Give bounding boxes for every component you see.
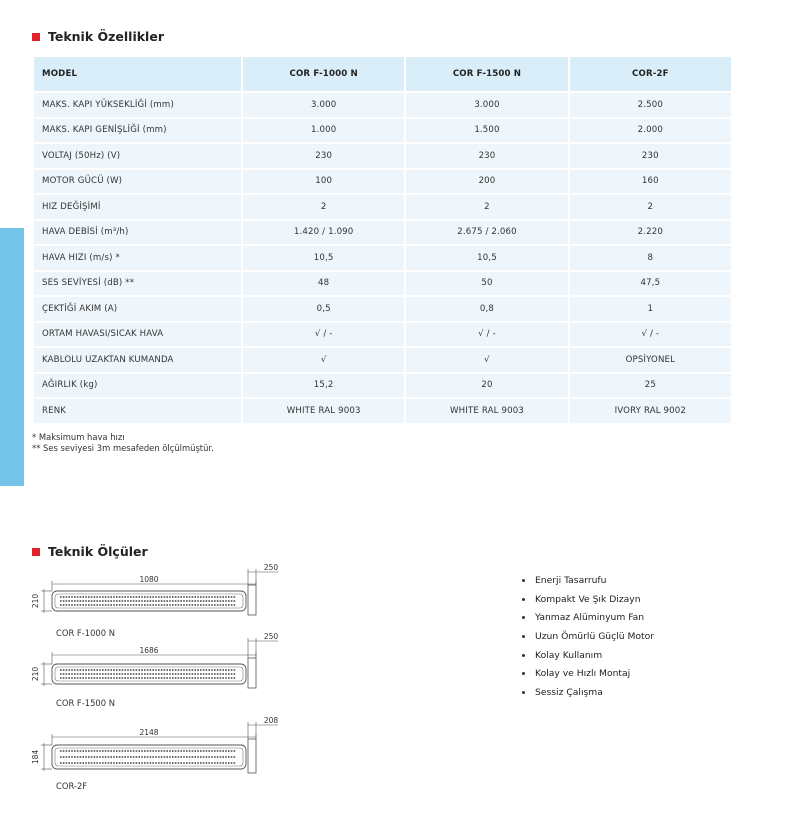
feature-text: Sessiz Çalışma	[535, 686, 603, 698]
table-cell: 2.675 / 2.060	[406, 221, 567, 245]
feature-list	[522, 571, 654, 702]
row-label: RENK	[34, 399, 241, 423]
feature-text: Kolay ve Hızlı Montaj	[535, 668, 631, 680]
column-header-model: MODEL	[34, 57, 241, 91]
length-label: 1686	[139, 646, 159, 655]
table-cell: 160	[570, 170, 731, 194]
feature-item	[522, 608, 654, 627]
column-header: COR-2F	[570, 57, 731, 91]
table-cell: 2	[406, 195, 567, 219]
table-cell: 2.500	[570, 93, 731, 117]
bullet-icon	[522, 672, 525, 675]
feature-item	[522, 646, 654, 665]
section-title-text: Teknik Ölçüler	[48, 544, 148, 559]
table-cell: 48	[243, 272, 404, 296]
table-cell: 2	[570, 195, 731, 219]
table-cell: 3.000	[243, 93, 404, 117]
unit-side-block	[248, 585, 256, 615]
table-row	[34, 323, 731, 347]
row-label: HAVA DEBİSİ (m³/h)	[34, 221, 241, 245]
table-cell: 10,5	[243, 246, 404, 270]
table-cell: √	[406, 348, 567, 372]
table-cell: 3.000	[406, 93, 567, 117]
feature-text: Yanmaz Alüminyum Fan	[535, 612, 645, 624]
table-cell: 10,5	[406, 246, 567, 270]
bullet-icon	[522, 598, 525, 601]
feature-item	[522, 683, 654, 702]
row-label: MOTOR GÜCÜ (W)	[34, 170, 241, 194]
footnotes	[32, 432, 214, 454]
row-label: ORTAM HAVASI/SICAK HAVA	[34, 323, 241, 347]
table-cell: √ / -	[243, 323, 404, 347]
table-cell: 200	[406, 170, 567, 194]
table-cell: OPSİYONEL	[570, 348, 731, 372]
row-label: SES SEVİYESİ (dB) **	[34, 272, 241, 296]
bullet-icon	[522, 579, 525, 582]
section-title-dimensions	[32, 544, 148, 559]
table-row	[34, 348, 731, 372]
footnote: ** Ses seviyesi 3m mesafeden ölçülmüştür.	[32, 443, 214, 453]
table-cell: 0,8	[406, 297, 567, 321]
column-header: COR F-1000 N	[243, 57, 404, 91]
footnote: * Maksimum hava hızı	[32, 432, 125, 442]
table-cell: 15,2	[243, 374, 404, 398]
table-cell: 230	[243, 144, 404, 168]
table-row	[34, 246, 731, 270]
row-label: MAKS. KAPI YÜKSEKLİĞİ (mm)	[34, 93, 241, 117]
bullet-icon	[522, 691, 525, 694]
table-cell: 47,5	[570, 272, 731, 296]
table-cell: 230	[406, 144, 567, 168]
row-label: MAKS. KAPI GENİŞLİĞİ (mm)	[34, 119, 241, 143]
table-row	[34, 297, 731, 321]
column-header: COR F-1500 N	[406, 57, 567, 91]
bullet-icon	[522, 654, 525, 657]
table-cell: 2	[243, 195, 404, 219]
spec-table	[32, 55, 733, 425]
table-cell: 25	[570, 374, 731, 398]
depth-label: 208	[263, 716, 279, 725]
table-cell: 2.000	[570, 119, 731, 143]
table-row	[34, 221, 731, 245]
feature-item	[522, 664, 654, 683]
table-row	[34, 144, 731, 168]
table-cell: WHITE RAL 9003	[243, 399, 404, 423]
table-row	[34, 272, 731, 296]
feature-text: Uzun Ömürlü Güçlü Motor	[535, 630, 655, 642]
table-row	[34, 170, 731, 194]
bullet-icon	[522, 616, 525, 619]
table-row	[34, 399, 731, 423]
table-cell: √	[243, 348, 404, 372]
row-label: ÇEKTİĞİ AKIM (A)	[34, 297, 241, 321]
depth-label: 250	[263, 563, 279, 572]
table-cell: 100	[243, 170, 404, 194]
feature-text: Kompakt Ve Şık Dizayn	[535, 593, 641, 605]
table-cell: WHITE RAL 9003	[406, 399, 567, 423]
table-row	[34, 119, 731, 143]
table-cell: 8	[570, 246, 731, 270]
drawing-caption: COR F-1500 N	[56, 698, 116, 708]
dimension-drawings	[0, 560, 300, 800]
table-row	[34, 195, 731, 219]
height-label: 184	[31, 749, 40, 765]
row-label: KABLOLU UZAKTAN KUMANDA	[34, 348, 241, 372]
bullet-icon	[522, 635, 525, 638]
row-label: VOLTAJ (50Hz) (V)	[34, 144, 241, 168]
length-label: 1080	[139, 575, 159, 584]
feature-text: Enerji Tasarrufu	[535, 574, 607, 586]
table-header-row	[34, 57, 731, 91]
height-label: 210	[31, 666, 40, 682]
table-cell: 50	[406, 272, 567, 296]
feature-item	[522, 590, 654, 609]
red-square-icon	[32, 548, 40, 556]
feature-item	[522, 627, 654, 646]
table-row	[34, 93, 731, 117]
unit-side-block	[248, 739, 256, 773]
length-label: 2148	[139, 728, 159, 737]
feature-text: Kolay Kullanım	[535, 649, 603, 661]
row-label: HAVA HIZI (m/s) *	[34, 246, 241, 270]
table-cell: 1.500	[406, 119, 567, 143]
red-square-icon	[32, 33, 40, 41]
side-accent-bar	[0, 228, 24, 486]
row-label: HIZ DEĞİŞİMİ	[34, 195, 241, 219]
table-cell: 1.000	[243, 119, 404, 143]
table-cell: 20	[406, 374, 567, 398]
depth-label: 250	[263, 632, 279, 641]
table-cell: √ / -	[406, 323, 567, 347]
feature-item	[522, 571, 654, 590]
table-cell: √ / -	[570, 323, 731, 347]
table-cell: 1.420 / 1.090	[243, 221, 404, 245]
dimension-drawings-svg	[0, 560, 300, 800]
drawing-caption: COR-2F	[56, 781, 88, 791]
row-label: AĞIRLIK (kg)	[34, 374, 241, 398]
section-title-text: Teknik Özellikler	[48, 29, 164, 44]
table-cell: 2.220	[570, 221, 731, 245]
table-cell: 0,5	[243, 297, 404, 321]
section-title-specs	[32, 29, 164, 44]
unit-side-block	[248, 658, 256, 688]
table-cell: IVORY RAL 9002	[570, 399, 731, 423]
drawing-caption: COR F-1000 N	[56, 628, 116, 638]
table-row	[34, 374, 731, 398]
table-cell: 230	[570, 144, 731, 168]
table-cell: 1	[570, 297, 731, 321]
height-label: 210	[31, 593, 40, 609]
